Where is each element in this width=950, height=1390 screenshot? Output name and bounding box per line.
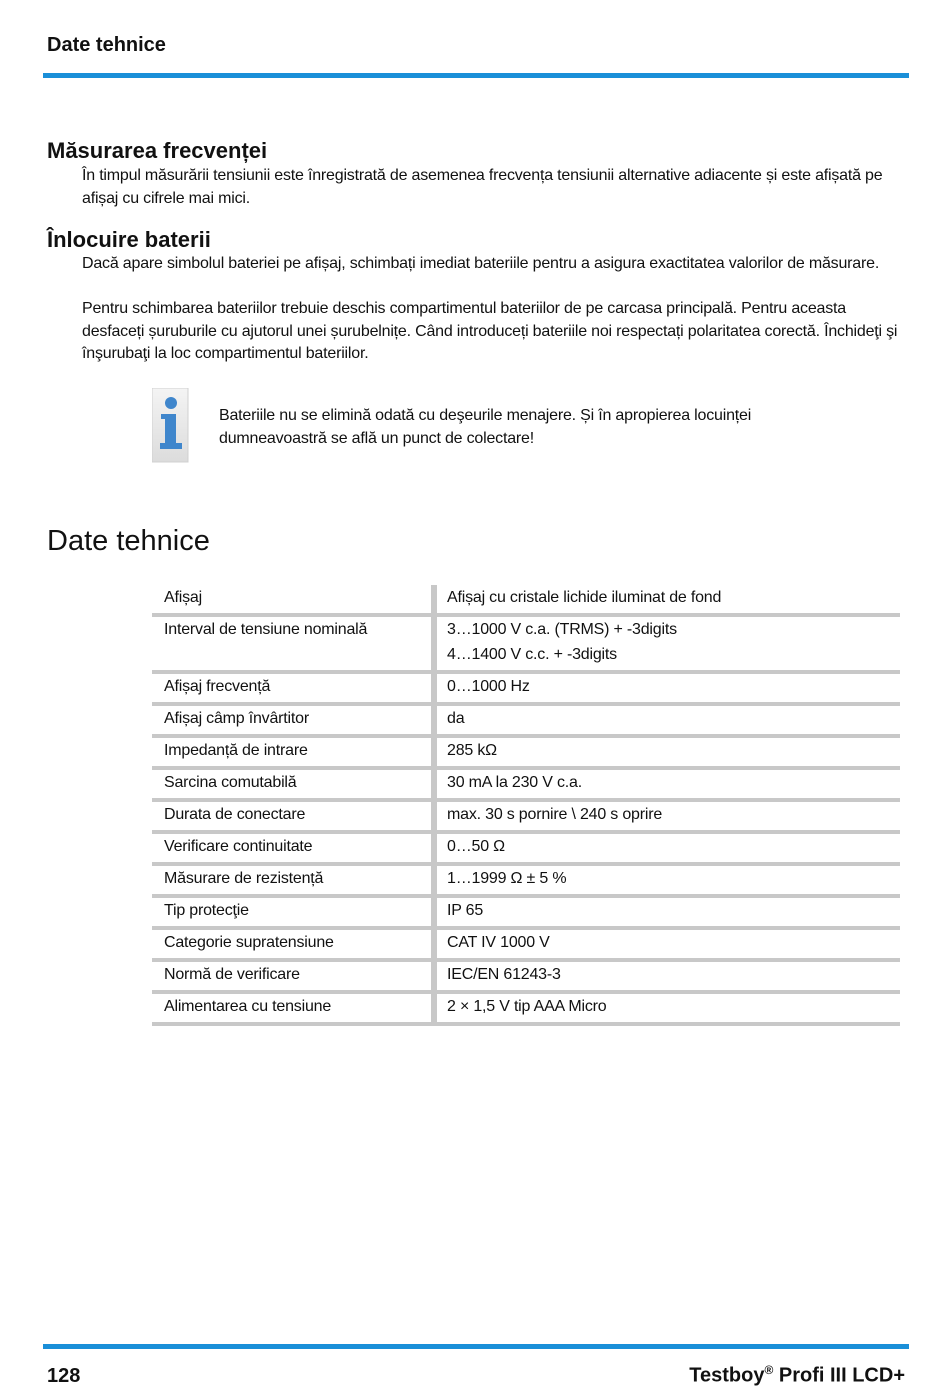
battery-text-1: Dacă apare simbolul bateriei pe afișaj, schimbați imediat bateriile pentru a asigura exactitatea valorilor de măsurare. [82, 255, 880, 272]
spec-label: Măsurare de rezistență [152, 864, 434, 896]
table-row [152, 800, 900, 832]
spec-value-line: 285 kΩ [447, 742, 497, 759]
table-row [152, 585, 900, 615]
spec-value [434, 585, 900, 615]
spec-value [434, 992, 900, 1024]
registered-mark: ® [764, 1363, 774, 1377]
spec-value [434, 896, 900, 928]
table-row [152, 672, 900, 704]
spec-label: Afișaj frecvență [152, 672, 434, 704]
page-number: 128 [47, 1365, 81, 1387]
spec-value-line: 0…1000 Hz [447, 678, 530, 695]
footer-rule [43, 1344, 909, 1349]
spec-label: Interval de tensiune nominală [152, 615, 434, 672]
spec-value-line: 30 mA la 230 V c.a. [447, 774, 582, 791]
spec-value [434, 928, 900, 960]
spec-value-line: 4…1400 V c.c. + -3digits [447, 646, 617, 663]
table-row [152, 864, 900, 896]
model-name: Profi III LCD+ [773, 1364, 905, 1387]
table-row [152, 960, 900, 992]
spec-value-line: CAT IV 1000 V [447, 934, 550, 951]
spec-label: Categorie supratensiune [152, 928, 434, 960]
spec-label: Sarcina comutabilă [152, 768, 434, 800]
spec-value [434, 736, 900, 768]
battery-text-2: Pentru schimbarea bateriilor trebuie deschis compartimentul bateriilor de pe carcasa principală. Pentru aceasta desfaceți șuruburile cu ajutorul unei șurubelnițe. Când introduceți bateriile noi respectați polaritatea corectă. Închideţi şi înşurubaţi la loc compartimentul bateriilor. [82, 300, 898, 362]
table-row [152, 615, 900, 672]
frequency-text: În timpul măsurării tensiunii este înregistrată de asemenea frecvența tensiunii alternative adiacente și este afișată pe afișaj cu cifrele mai mici. [82, 167, 883, 207]
table-row [152, 704, 900, 736]
spec-value-line: IP 65 [447, 902, 484, 919]
spec-value [434, 864, 900, 896]
table-row [152, 896, 900, 928]
spec-value-line: 0…50 Ω [447, 838, 505, 855]
info-icon [152, 388, 190, 464]
spec-value-line: 1…1999 Ω ± 5 % [447, 870, 567, 887]
spec-label: Alimentarea cu tensiune [152, 992, 434, 1024]
specs-table [152, 585, 900, 1026]
table-row [152, 736, 900, 768]
spec-label: Durata de conectare [152, 800, 434, 832]
running-header: Date tehnice [47, 34, 166, 56]
spec-label: Normă de verificare [152, 960, 434, 992]
spec-value [434, 768, 900, 800]
specs-table-body [152, 585, 900, 1024]
spec-value-line: Afișaj cu cristale lichide iluminat de fond [447, 589, 722, 606]
spec-value-line: IEC/EN 61243-3 [447, 966, 561, 983]
spec-label: Impedanță de intrare [152, 736, 434, 768]
spec-label: Tip protecţie [152, 896, 434, 928]
table-row [152, 992, 900, 1024]
spec-value-line: max. 30 s pornire \ 240 s oprire [447, 806, 663, 823]
table-row [152, 832, 900, 864]
specs-heading: Date tehnice [47, 525, 210, 557]
spec-value-line: 3…1000 V c.a. (TRMS) + -3digits [447, 621, 677, 638]
spec-value [434, 800, 900, 832]
battery-heading: Înlocuire baterii [47, 227, 211, 252]
spec-value [434, 672, 900, 704]
brand-name: Testboy [689, 1364, 765, 1387]
footer-brand [689, 1363, 905, 1388]
info-note-line-2: dumneavoastră se află un punct de colectare! [219, 429, 534, 447]
spec-value-line: 2 × 1,5 V tip AAA Micro [447, 998, 607, 1015]
spec-label: Verificare continuitate [152, 832, 434, 864]
spec-value [434, 615, 900, 672]
spec-value-line: da [447, 710, 465, 727]
header-rule [43, 73, 909, 78]
frequency-heading: Măsurarea frecvenței [47, 138, 268, 163]
info-note [219, 405, 839, 450]
spec-value [434, 704, 900, 736]
spec-label: Afișaj câmp învârtitor [152, 704, 434, 736]
spec-value [434, 832, 900, 864]
table-row [152, 928, 900, 960]
spec-label: Afișaj [152, 585, 434, 615]
spec-value [434, 960, 900, 992]
info-note-line-1: Bateriile nu se elimină odată cu deşeurile menajere. Și în apropierea locuinței [219, 407, 752, 424]
table-row [152, 768, 900, 800]
